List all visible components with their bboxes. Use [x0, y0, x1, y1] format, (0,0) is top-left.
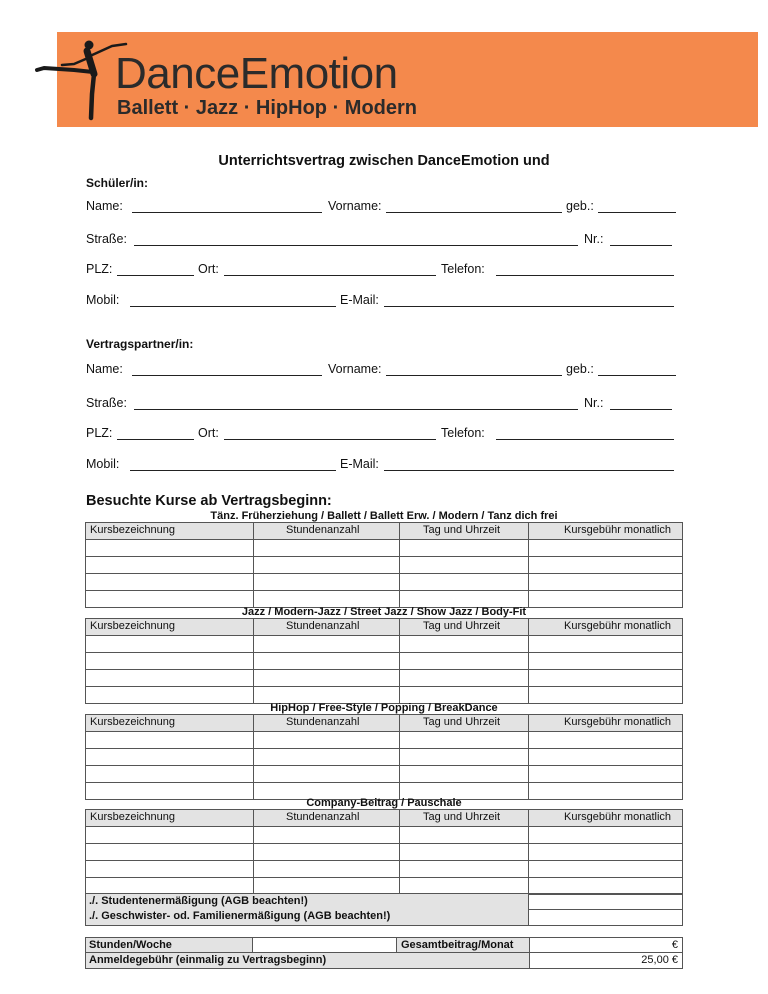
partner-row-city: [86, 426, 680, 442]
column-header: Tag und Uhrzeit: [423, 620, 501, 632]
totals-table: [85, 937, 683, 969]
mobil-label: Mobil:: [86, 293, 120, 307]
courses-heading: Besuchte Kurse ab Vertragsbeginn:: [86, 493, 332, 509]
name-field[interactable]: [132, 375, 322, 376]
course-table-header: [85, 618, 683, 636]
column-divider: [399, 809, 400, 895]
column-header: Kursgebühr monatlich: [564, 716, 672, 728]
nr-label: Nr.:: [584, 232, 604, 246]
email-field[interactable]: [384, 306, 674, 307]
column-header: Tag und Uhrzeit: [423, 811, 501, 823]
mobil-field[interactable]: [130, 470, 336, 471]
plz-label: PLZ:: [86, 426, 113, 440]
name-label: Name:: [86, 199, 123, 213]
column-divider: [253, 618, 254, 704]
column-header: Tag und Uhrzeit: [423, 716, 501, 728]
table-row[interactable]: [85, 827, 683, 844]
column-header: Kursbezeichnung: [90, 716, 176, 728]
vorname-field[interactable]: [386, 212, 562, 213]
column-divider: [253, 809, 254, 895]
mobil-label: Mobil:: [86, 457, 120, 471]
strasse-label: Straße:: [86, 232, 127, 246]
table-row[interactable]: [85, 861, 683, 878]
geb-label: geb.:: [566, 199, 594, 213]
column-header: Tag und Uhrzeit: [423, 524, 501, 536]
email-field[interactable]: [384, 470, 674, 471]
column-divider: [528, 522, 529, 608]
column-header: Kursgebühr monatlich: [564, 811, 672, 823]
column-divider: [399, 522, 400, 608]
column-divider: [528, 714, 529, 800]
strasse-label: Straße:: [86, 396, 127, 410]
anmeldung-label: Anmeldegebühr (einmalig zu Vertragsbeginn): [85, 952, 530, 969]
mobil-field[interactable]: [130, 306, 336, 307]
student-row-city: [86, 262, 680, 278]
column-divider: [399, 714, 400, 800]
gesamt-value[interactable]: €: [529, 937, 683, 953]
column-header: Kursgebühr monatlich: [564, 524, 672, 536]
table-row[interactable]: [85, 844, 683, 861]
column-header: Kursbezeichnung: [90, 811, 176, 823]
anmeldung-value: 25,00 €: [529, 952, 683, 969]
telefon-label: Telefon:: [441, 262, 485, 276]
column-divider: [528, 809, 529, 895]
student-heading: Schüler/in:: [86, 176, 149, 190]
course-group-title: HipHop / Free-Style / Popping / BreakDance: [270, 702, 498, 714]
strasse-field[interactable]: [134, 409, 578, 410]
gesamt-label: Gesamtbeitrag/Monat: [396, 937, 530, 953]
ort-label: Ort:: [198, 426, 219, 440]
table-row[interactable]: [85, 670, 683, 687]
student-row-street: [86, 232, 680, 248]
plz-label: PLZ:: [86, 262, 113, 276]
vorname-field[interactable]: [386, 375, 562, 376]
column-header: Kursbezeichnung: [90, 620, 176, 632]
column-header: Kursbezeichnung: [90, 524, 176, 536]
course-group-title: Tänz. Früherziehung / Ballett / Ballett Erw. / Modern / Tanz dich frei: [210, 510, 558, 522]
column-header: Stundenanzahl: [286, 716, 360, 728]
geb-field[interactable]: [598, 375, 676, 376]
vorname-label: Vorname:: [328, 199, 382, 213]
table-row[interactable]: [85, 749, 683, 766]
column-header: Stundenanzahl: [286, 524, 360, 536]
table-row[interactable]: [85, 574, 683, 591]
table-row[interactable]: [85, 540, 683, 557]
course-table-header: [85, 714, 683, 732]
stunden-label: Stunden/Woche: [85, 937, 253, 953]
vorname-label: Vorname:: [328, 362, 382, 376]
column-divider: [528, 618, 529, 704]
course-group-title: Company-Beitrag / Pauschale: [306, 797, 462, 809]
name-label: Name:: [86, 362, 123, 376]
stunden-value[interactable]: [252, 937, 397, 953]
plz-field[interactable]: [117, 439, 194, 440]
ort-field[interactable]: [224, 275, 436, 276]
geb-label: geb.:: [566, 362, 594, 376]
geb-field[interactable]: [598, 212, 676, 213]
family-discount-value[interactable]: [529, 909, 683, 926]
partner-heading: Vertragspartner/in:: [86, 337, 194, 351]
column-header: Kursgebühr monatlich: [564, 620, 672, 632]
nr-label: Nr.:: [584, 396, 604, 410]
ort-label: Ort:: [198, 262, 219, 276]
ort-field[interactable]: [224, 439, 436, 440]
strasse-field[interactable]: [134, 245, 578, 246]
brand-name: DanceEmotion: [115, 49, 398, 98]
name-field[interactable]: [132, 212, 322, 213]
telefon-label: Telefon:: [441, 426, 485, 440]
email-label: E-Mail:: [340, 293, 379, 307]
student-row-name: [86, 199, 680, 215]
email-label: E-Mail:: [340, 457, 379, 471]
table-row[interactable]: [85, 766, 683, 783]
table-row[interactable]: [85, 557, 683, 574]
nr-field[interactable]: [610, 245, 672, 246]
table-row[interactable]: [85, 636, 683, 653]
telefon-field[interactable]: [496, 275, 674, 276]
course-group-title: Jazz / Modern-Jazz / Street Jazz / Show Jazz / Body-Fit: [241, 606, 527, 618]
student-discount-label: ./. Studentenermäßigung (AGB beachten!): [85, 893, 529, 910]
column-divider: [399, 618, 400, 704]
table-row[interactable]: [85, 732, 683, 749]
student-discount-value[interactable]: [529, 893, 683, 910]
column-header: Stundenanzahl: [286, 620, 360, 632]
course-table-header: [85, 809, 683, 827]
table-row[interactable]: [85, 653, 683, 670]
family-discount-label: ./. Geschwister- od. Familienermäßigung (AGB beachten!): [85, 909, 529, 926]
page-title: Unterrichtsvertrag zwischen DanceEmotion und: [218, 153, 550, 169]
partner-row-street: [86, 396, 680, 412]
course-table-header: [85, 522, 683, 540]
brand-tagline: Ballett · Jazz · HipHop · Modern: [117, 97, 417, 119]
column-divider: [253, 522, 254, 608]
student-row-contact: [86, 293, 680, 309]
telefon-field[interactable]: [496, 439, 674, 440]
plz-field[interactable]: [117, 275, 194, 276]
nr-field[interactable]: [610, 409, 672, 410]
partner-row-name: [86, 362, 680, 378]
column-divider: [253, 714, 254, 800]
partner-row-contact: [86, 457, 680, 473]
column-header: Stundenanzahl: [286, 811, 360, 823]
